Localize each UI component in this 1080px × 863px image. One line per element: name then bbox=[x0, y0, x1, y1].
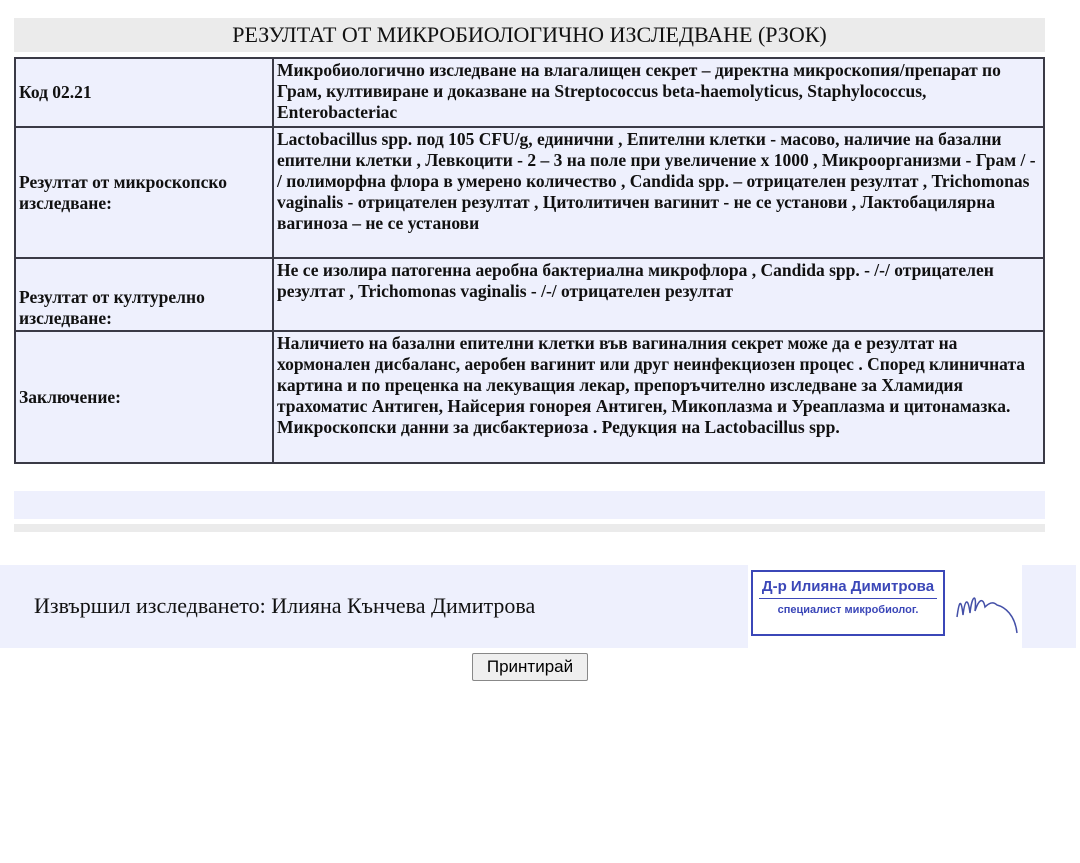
row-value: Не се изолира патогенна аеробна бактериална микрофлора , Candida spp. - /-/ отрицателен резултат , Trichomonas vaginalis - /-/ отрицателен резултат bbox=[273, 258, 1044, 331]
stamp-name: Д-р Илияна Димитрова bbox=[759, 578, 937, 599]
page-title: РЕЗУЛТАТ ОТ МИКРОБИОЛОГИЧНО ИЗСЛЕДВАНЕ (РЗОК) bbox=[14, 18, 1045, 52]
print-button[interactable]: Принтирай bbox=[472, 653, 588, 681]
signature-icon bbox=[953, 577, 1023, 637]
table-row-conclusion bbox=[15, 331, 1044, 463]
stamp-title: специалист микробиолог. bbox=[777, 604, 919, 616]
signature-section bbox=[0, 565, 1076, 648]
table-row-culture bbox=[15, 258, 1044, 331]
divider bbox=[14, 524, 1045, 532]
row-label: Резултат от културелно изследване: bbox=[15, 258, 273, 331]
performed-by: Извършил изследването: Илияна Кънчева Димитрова bbox=[34, 593, 536, 618]
row-label: Код 02.21 bbox=[15, 58, 273, 127]
row-label: Резултат от микроскопско изследване: bbox=[15, 127, 273, 258]
stamp-image bbox=[748, 565, 1022, 648]
row-value: Наличието на базални епителни клетки във вагиналния секрет може да е резултат на хормонален дисбаланс, аеробен вагинит или друг неинфекциозен процес . Според клиничната картина и по преценка на лекуващия лекар, препоръчително изследване за Хламидия трахоматис Антиген, Найсерия гонорея Антиген, Микоплазма и Уреаплазма и цитонамазка. Микроскопски данни за дисбактериоза . Редукция на Lactobacillus spp. bbox=[273, 331, 1044, 463]
table-row-code bbox=[15, 58, 1044, 127]
row-value: Lactobacillus spp. под 105 CFU/g, единични , Епителни клетки - масово, наличие на базални епителни клетки , Левкоцити - 2 – 3 на поле при увеличение х 1000 , Микроорганизми - Грам / - / полиморфна флора в умерено количество , Candida spp. – отрицателен резултат , Trichomonas vaginalis - отрицателен резултат , Цитолитичен вагинит - не се установи , Лактобацилярна вагиноза – не се установи bbox=[273, 127, 1044, 258]
results-table bbox=[14, 57, 1045, 464]
spacer-bar bbox=[14, 491, 1045, 519]
doctor-stamp bbox=[751, 570, 945, 636]
table-row-microscopy bbox=[15, 127, 1044, 258]
row-value: Микробиологично изследване на влагалищен секрет – директна микроскопия/препарат по Грам, култивиране и доказване на Streptococcus beta-haemolyticus, Staphylococcus, Enterobacteriac bbox=[273, 58, 1044, 127]
row-label: Заключение: bbox=[15, 331, 273, 463]
